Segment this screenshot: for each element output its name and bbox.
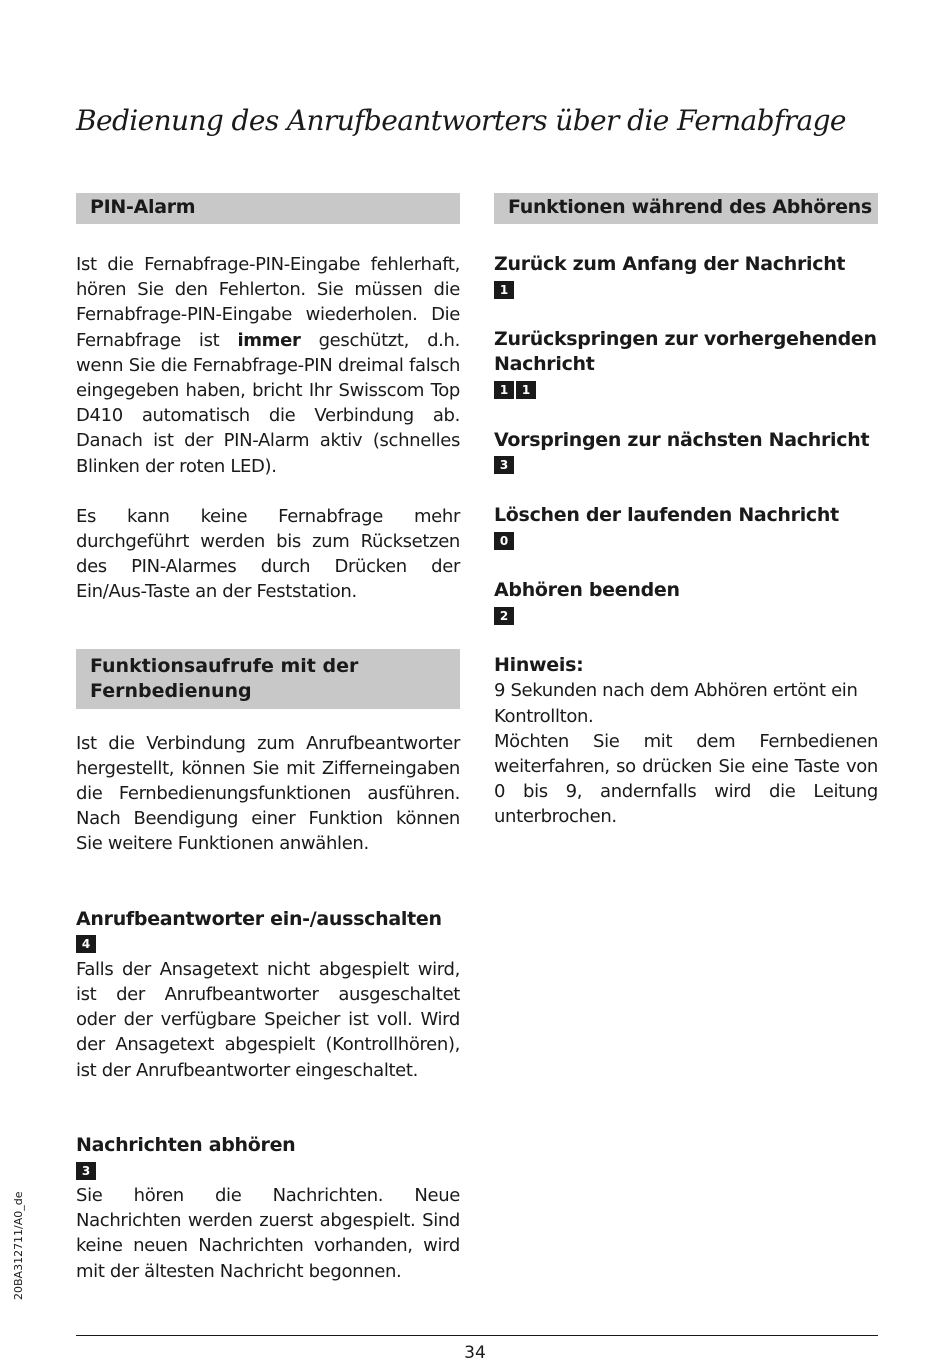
document-id: 20BA312711/A0_de [12, 1191, 25, 1300]
note-heading: Hinweis: [494, 654, 584, 677]
function-label: Löschen der laufenden Nachricht [494, 503, 839, 526]
key-badge: 4 [76, 935, 96, 953]
key-badge: 1 [494, 381, 514, 399]
function-item [494, 503, 878, 553]
listen-heading: Nachrichten abhören [76, 1133, 296, 1156]
section-header-pin-alarm: PIN-Alarm [76, 193, 460, 224]
function-item [494, 327, 878, 402]
pin-alarm-emphasis: immer [237, 329, 301, 351]
footer-rule [76, 1335, 878, 1336]
page-title: Bedienung des Anrufbeantworters über die Fernabfrage [76, 104, 846, 137]
key-badge: 3 [494, 456, 514, 474]
function-label: Zurückspringen zur vorhergehenden Nachricht [494, 328, 877, 376]
function-keys [494, 277, 878, 302]
toggle-heading: Anrufbeantworter ein-/ausschalten [76, 907, 442, 930]
listen-paragraph: Sie hören die Nachrichten. Neue Nachrichten werden zuerst abgespielt. Sind keine neuen Nachrichten vorhanden, wird mit der ältesten Nachricht begonnen. [76, 1185, 460, 1282]
key-badge: 3 [76, 1162, 96, 1180]
page-number: 34 [464, 1343, 486, 1363]
pin-alarm-text-a: Ist die Fernabfrage-PIN-Eingabe fehlerhaft, hören Sie den Fehlerton. Sie müssen die Fernabfrage-PIN-Eingabe wiederholen. Die Fernabfrage ist [76, 254, 460, 351]
right-column [494, 193, 878, 830]
section-header-remote-functions: Funktionsaufrufe mit der Fernbedienung [76, 649, 460, 709]
pin-alarm-paragraph-2: Es kann keine Fernabfrage mehr durchgeführt werden bis zum Rücksetzen des PIN-Alarmes durch Drücken der Ein/Aus-Taste an der Feststation. [76, 505, 460, 603]
note-line-2: Möchten Sie mit dem Fernbedienen weiterfahren, so drücken Sie eine Taste von 0 bis 9, andernfalls wird die Leitung unterbrochen. [494, 730, 878, 828]
function-item [494, 252, 878, 302]
function-keys [494, 453, 878, 478]
note-line-1: 9 Sekunden nach dem Abhören ertönt ein Kontrollton. [494, 680, 858, 727]
left-column [76, 193, 460, 1284]
pin-alarm-text-b: geschützt, d.h. wenn Sie die Fernabfrage-PIN dreimal falsch eingegeben haben, bricht Ihr Swisscom Top D410 automatisch die Verbindung ab. Danach ist der PIN-Alarm aktiv (schnelles Blinken der roten LED). [76, 329, 460, 477]
section-header-listening-functions: Funktionen während des Abhörens [494, 193, 878, 224]
function-list [494, 252, 878, 628]
key-badge: 1 [516, 381, 536, 399]
remote-functions-paragraph: Ist die Verbindung zum Anrufbeantworter hergestellt, können Sie mit Zifferneingaben die Fernbedienungsfunktionen ausführen. Nach Beendigung einer Funktion können Sie weitere Funktionen anwählen. [76, 732, 460, 855]
function-label: Zurück zum Anfang der Nachricht [494, 253, 846, 275]
function-keys [494, 378, 878, 403]
listen-keys [76, 1158, 460, 1183]
function-keys [494, 528, 878, 553]
pin-alarm-paragraph-1 [76, 252, 460, 479]
function-label: Abhören beenden [494, 579, 680, 602]
function-label: Vorspringen zur nächsten Nachricht [494, 428, 870, 451]
key-badge: 1 [494, 281, 514, 299]
key-badge: 0 [494, 532, 514, 550]
key-badge: 2 [494, 607, 514, 625]
toggle-paragraph: Falls der Ansagetext nicht abgespielt wird, ist der Anrufbeantworter ausgeschaltet oder der verfügbare Speicher ist voll. Wird der Ansagetext abgespielt (Kontrollhören), ist der Anrufbeantworter eingeschaltet. [76, 958, 460, 1081]
function-item [494, 578, 878, 628]
function-item [494, 428, 878, 478]
toggle-keys [76, 932, 460, 957]
function-keys [494, 603, 878, 628]
